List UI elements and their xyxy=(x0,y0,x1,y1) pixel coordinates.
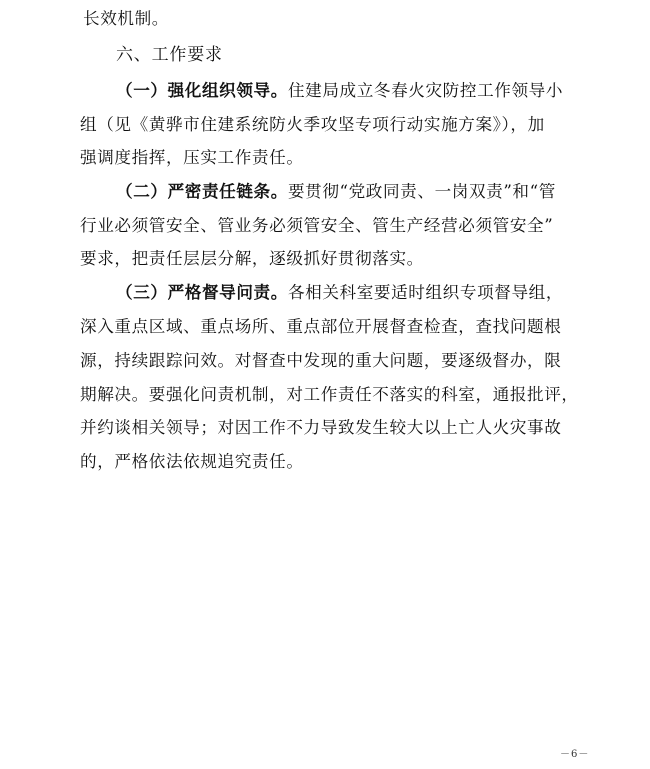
page-number: －6－ xyxy=(560,749,590,760)
item-1-line-3: 强调度指挥，压实工作责任。 xyxy=(80,148,304,167)
item-3-line-5: 并约谈相关领导；对因工作不力导致发生较大以上亡人火灾事故 xyxy=(80,418,562,437)
item-2-title: （二）严密责任链条。 xyxy=(116,182,288,201)
item-3-title: （三）严格督导问责。 xyxy=(116,283,288,302)
item-3-first-line xyxy=(116,283,563,303)
item-1-first-line xyxy=(116,81,563,101)
item-2-line-3: 要求，把责任层层分解，逐级抓好贯彻落实。 xyxy=(80,249,424,268)
item-2-first-line xyxy=(116,182,556,202)
item-2-line-1: 要贯彻“党政同责、一岗双责”和“管 xyxy=(287,182,556,201)
item-2-line-2: 行业必须管安全、管业务必须管安全、管生产经营必须管安全” xyxy=(80,216,554,235)
item-3-line-4: 期解决。要强化问责机制，对工作责任不落实的科室，通报批评， xyxy=(80,385,579,404)
carryover-line: 长效机制。 xyxy=(83,9,169,28)
section-heading: 六、工作要求 xyxy=(116,45,223,65)
item-3-line-3: 源，持续跟踪问效。对督查中发现的重大问题，要逐级督办，限 xyxy=(80,351,562,370)
item-3-line-6: 的，严格依法依规追究责任。 xyxy=(80,452,304,471)
item-1-line-1: 住建局成立冬春火灾防控工作领导小 xyxy=(287,81,564,100)
item-1-line-2: 组（见《黄骅市住建系统防火季攻坚专项行动实施方案》），加 xyxy=(80,115,545,134)
item-1-title: （一）强化组织领导。 xyxy=(116,81,288,100)
item-3-line-1: 各相关科室要适时组织专项督导组， xyxy=(287,283,564,302)
item-3-line-2: 深入重点区域、重点场所、重点部位开展督查检查，查找问题根 xyxy=(80,317,562,336)
